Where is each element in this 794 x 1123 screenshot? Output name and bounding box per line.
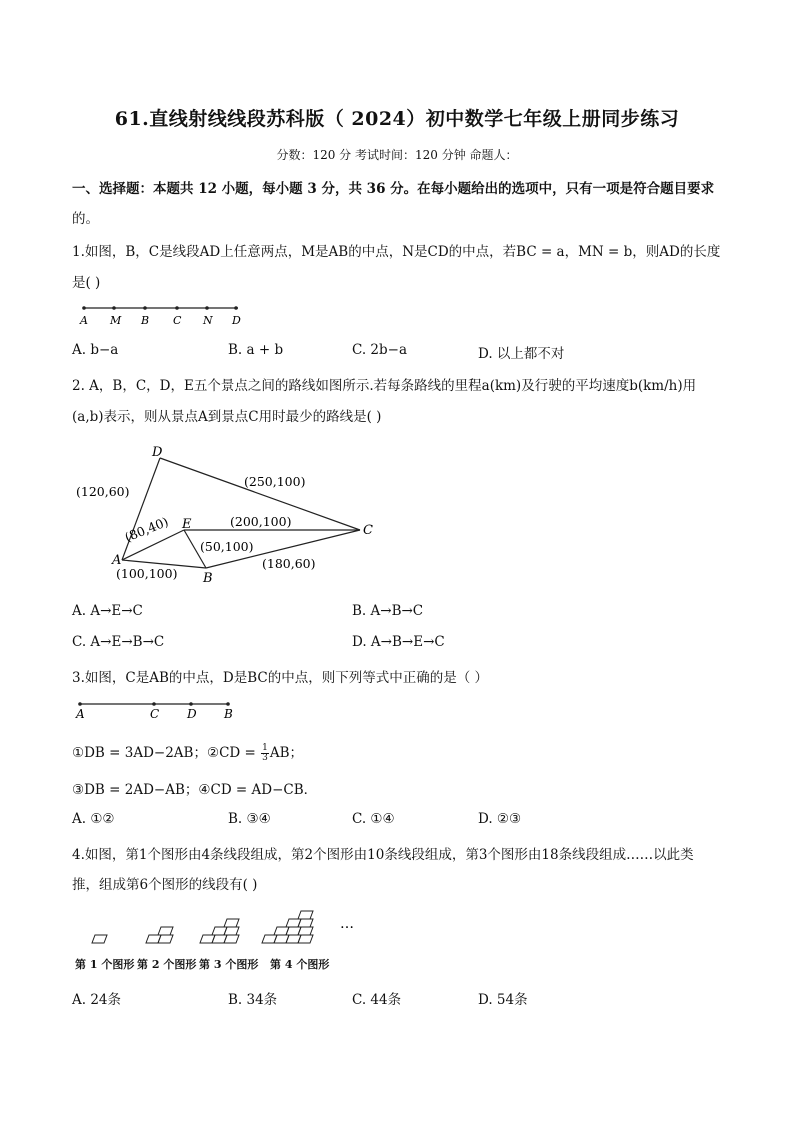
exam-info: 分数：120 分 考试时间：120 分钟 命题人：	[276, 148, 518, 162]
q3-point-label-a: A	[76, 707, 85, 721]
q4-cell	[158, 927, 173, 935]
q4-cell	[224, 927, 239, 935]
q4-cell	[92, 935, 107, 943]
q4-cell	[298, 919, 313, 927]
page-title: 61.直线射线线段苏科版（ 2024）初中数学七年级上册同步练习	[114, 108, 680, 130]
q4-option-d[interactable]: D. 54条	[478, 992, 528, 1008]
q3-point-a	[78, 702, 82, 706]
section-instructions: 一、选择题：本题共 12 小题，每小题 3 分，共 36 分。在每小题给出的选项中，只有一项是符合题目要求	[72, 181, 715, 197]
point-b-label: B	[203, 571, 213, 586]
q4-cell	[298, 935, 313, 943]
q1-point-m	[112, 306, 116, 310]
q4-option-a[interactable]: A. 24条	[72, 992, 122, 1008]
q1-point-b	[143, 306, 147, 310]
q4-cell	[224, 919, 239, 927]
q1-figure	[72, 300, 252, 330]
edge-label-eb: (50,100)	[200, 539, 254, 554]
q2-stem: 2. A，B，C，D，E五个景点之间的路线如图所示.若每条路线的里程a(km)及行驶的平均速度b(km/h)用	[72, 378, 697, 394]
edge-label-ae: (80,40)	[122, 513, 171, 545]
q1-stem: 1.如图，B，C是线段AD上任意两点，M是AB的中点，N是CD的中点，若BC = a，MN = b，则AD的长度	[72, 244, 721, 260]
q3-point-d	[189, 702, 193, 706]
q4-caption-2: 第 2 个图形	[137, 958, 197, 971]
q4-caption-4: 第 4 个图形	[270, 958, 330, 971]
q3-point-label-d: D	[187, 707, 197, 721]
q1-point-label-d: D	[232, 314, 241, 327]
q1-option-a[interactable]: A. b−a	[72, 342, 119, 358]
edge-label-ec: (200,100)	[230, 514, 292, 529]
q3-point-label-b: B	[224, 707, 233, 721]
q2-route-diagram	[72, 438, 392, 588]
q4-option-c[interactable]: C. 44条	[352, 992, 402, 1008]
q4-cell	[158, 935, 173, 943]
q1-stem-cont: 是( )	[72, 275, 101, 291]
q1-point-label-m: M	[110, 314, 122, 327]
q4-cell	[298, 927, 313, 935]
q3-point-c	[152, 702, 156, 706]
q3-option-a[interactable]: A. ①②	[72, 811, 115, 827]
q4-caption-1: 第 1 个图形	[75, 958, 135, 971]
q4-cell	[298, 911, 313, 919]
q3-point-b	[226, 702, 230, 706]
q1-point-label-a: A	[80, 314, 88, 327]
q3-equations-1	[72, 741, 303, 763]
q4-stem-cont: 推，组成第6个图形的线段有( )	[72, 877, 258, 893]
section-instructions-cont: 的。	[72, 211, 99, 227]
q1-point-d	[234, 306, 238, 310]
q1-point-label-b: B	[141, 314, 150, 327]
q4-ellipsis: …	[340, 916, 354, 932]
fraction-one-third: $\frac{1}{3}$	[262, 743, 268, 763]
q1-point-n	[205, 306, 209, 310]
q3-point-label-c: C	[150, 707, 160, 721]
q3-figure	[72, 696, 242, 722]
q3-option-b[interactable]: B. ③④	[228, 811, 271, 827]
edge-label-dc: (250,100)	[244, 474, 306, 489]
q1-point-label-c: C	[173, 314, 182, 327]
q3-eq-part-a: ①DB = 3AD−2AB；②CD =	[72, 745, 261, 761]
q2-option-a[interactable]: A. A→E→C	[72, 603, 143, 619]
q2-option-c[interactable]: C. A→E→B→C	[72, 634, 165, 650]
q2-option-b[interactable]: B. A→B→C	[352, 603, 424, 619]
point-d-label: D	[152, 445, 163, 460]
q1-point-label-n: N	[203, 314, 213, 327]
edge-label-ad: (120,60)	[76, 484, 130, 499]
edge-label-ab: (100,100)	[116, 566, 178, 581]
q4-option-b[interactable]: B. 34条	[228, 992, 278, 1008]
q2-stem-cont: (a,b)表示，则从景点A到景点C用时最少的路线是( )	[72, 409, 382, 425]
q1-option-c[interactable]: C. 2b−a	[352, 342, 408, 358]
q4-pattern-figure	[72, 900, 372, 948]
q3-eq-part-b: AB；	[269, 745, 304, 761]
q3-option-c[interactable]: C. ①④	[352, 811, 395, 827]
point-c-label: C	[363, 523, 373, 538]
q3-stem: 3.如图，C是AB的中点，D是BC的中点，则下列等式中正确的是（ ）	[72, 670, 488, 686]
q4-cell	[224, 935, 239, 943]
q4-caption-3: 第 3 个图形	[199, 958, 259, 971]
q3-equations-2: ③DB = 2AD−AB；④CD = AD−CB．	[72, 782, 318, 798]
q1-option-d[interactable]: D. 以上都不对	[478, 346, 565, 362]
q1-point-c	[175, 306, 179, 310]
point-a-label: A	[112, 553, 122, 568]
q3-option-d[interactable]: D. ②③	[478, 811, 522, 827]
q2-option-d[interactable]: D. A→B→E→C	[352, 634, 445, 650]
q1-point-a	[82, 306, 86, 310]
point-e-label: E	[182, 517, 192, 532]
q1-option-b[interactable]: B. a + b	[228, 342, 284, 358]
q4-stem: 4.如图，第1个图形由4条线段组成，第2个图形由10条线段组成，第3个图形由18条线段组成……以此类	[72, 847, 694, 863]
edge-label-bc: (180,60)	[262, 556, 316, 571]
